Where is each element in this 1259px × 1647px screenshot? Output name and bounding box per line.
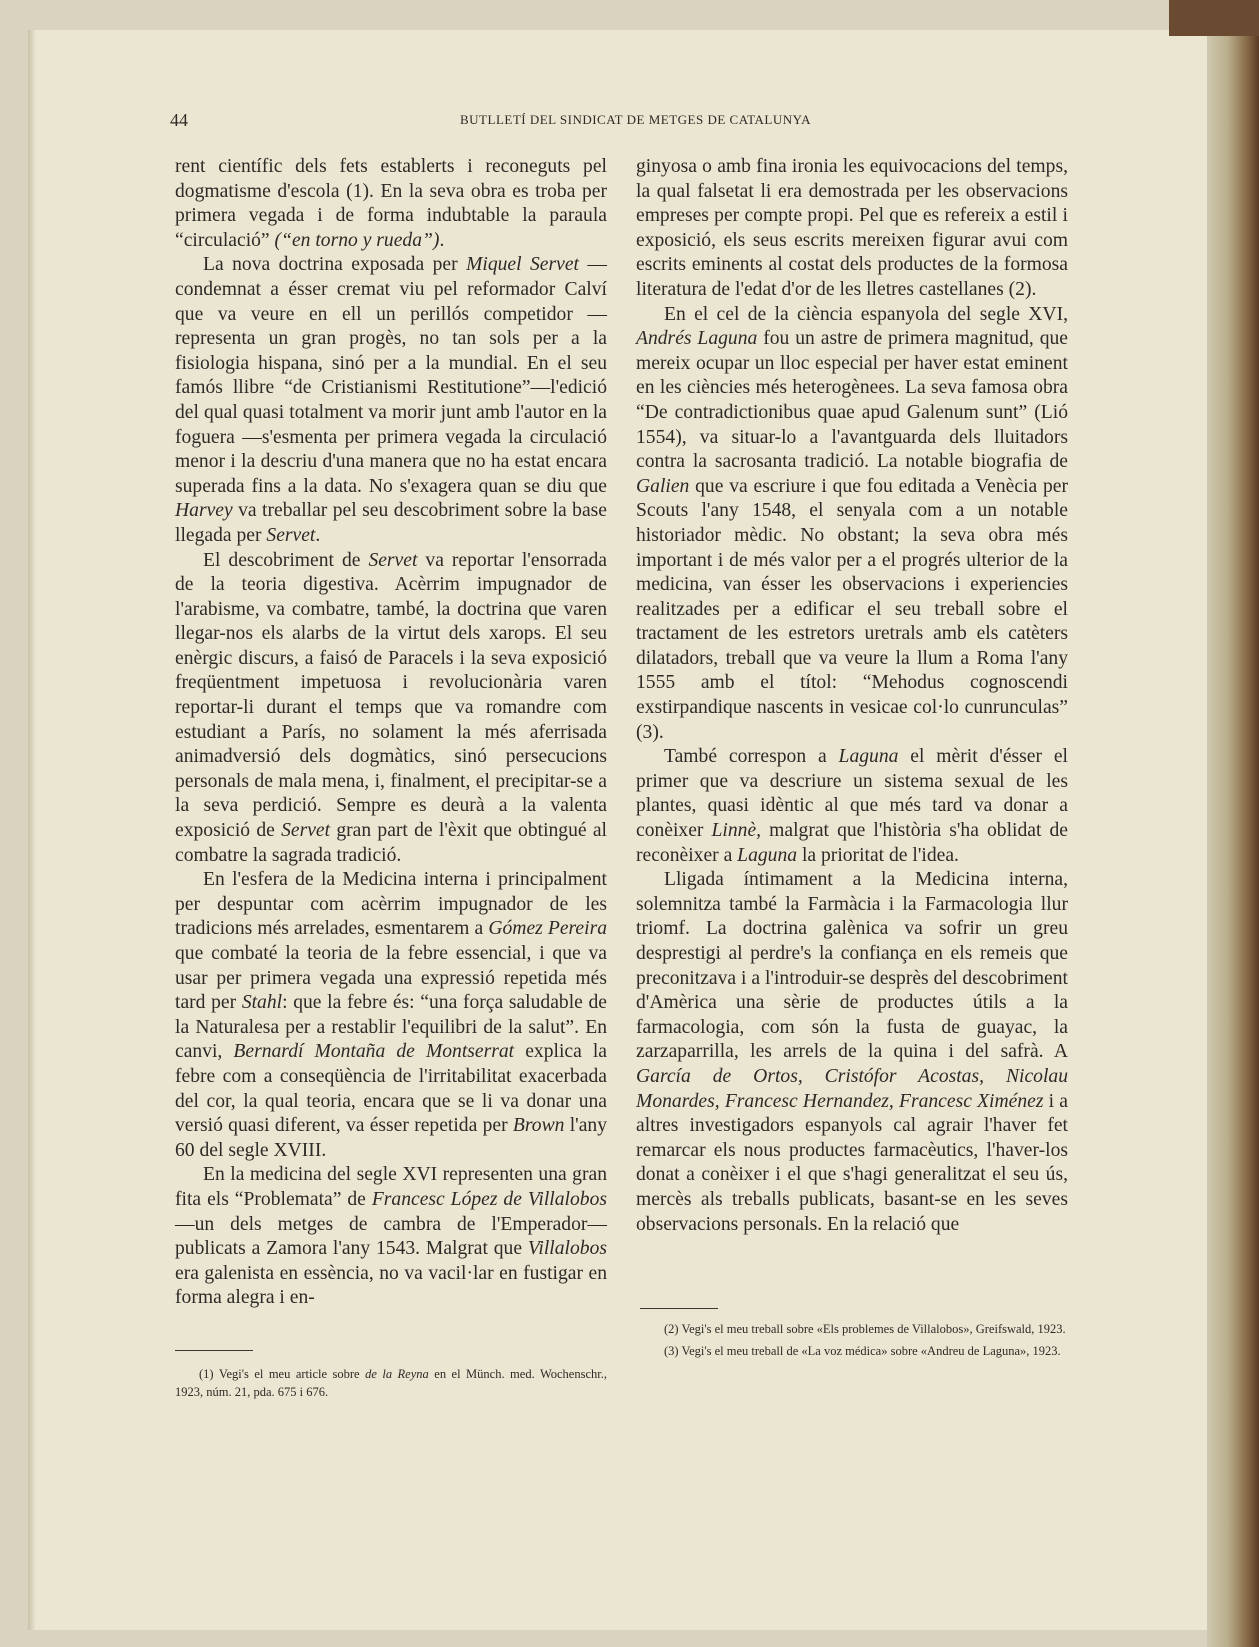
text-run: que va escriure i que fou editada a Venècia per Scouts l'any 1548, el senyala com a un notable historiador mèdic. No obstant; la seva obra més important i de més valor per a el progrés ulterior de la medicina, van ésser les observacions i experiencies realitzades per a edificar el seu treball sobre el tractament de les estretors uretrals amb els catèters dilatadors, treball que va veure la llum a Roma l'any 1555 amb el títol: “Mehodus cognoscendi exstirpandique nascents in vesicae col·lo cunrunculas” (3). (636, 475, 1068, 743)
text-run: En l'esfera de la Medicina interna i principalment per despuntar com acèrrim impugnador de les tradicions més arrelades, esmentarem a (175, 869, 607, 940)
text-run: Lligada íntimament a la Medicina interna, solemnitza també la Farmàcia i la Farmacologia llur triomf. La doctrina galènica va sofrir un greu desprestigi al perdre's la confiança en els remeis que preconitzava i a l'introduir-se desprès del descobriment d'Amèrica una sèrie de productes útils a la farmacologia, com són la fusta de guayac, la zarzaparrilla, les arrels de la quina i del safrà. A (636, 869, 1068, 1063)
left-column (175, 155, 607, 1311)
paragraph (636, 868, 1068, 1237)
paragraph (175, 155, 607, 253)
footnote-rule (175, 1350, 253, 1351)
person-name: Servet (281, 820, 331, 842)
person-name: Linnè, (711, 820, 762, 842)
text-run: gran part de l'èxit que obtingué al combatre la sagrada tradició. (175, 820, 607, 866)
text-run: (1) Vegi's el meu article sobre (199, 1367, 366, 1381)
person-names: García de Ortos, Cristófor Acostas, Nicolau Monardes, Francesc Hernandez, Francesc Ximénez (636, 1065, 1068, 1112)
text-run: . (439, 229, 445, 251)
text-run: : que la febre és: “una força saludable de la Naturalesa per a restablir l'equilibri de la salut”. En canvi, (175, 992, 607, 1063)
footnote: (3) Vegi's el meu treball de «La voz médica» sobre «Andreu de Laguna», 1923. (664, 1344, 1061, 1358)
person-name: Servet (368, 549, 418, 571)
text-run: va treballar pel seu descobriment sobre la base llegada per (175, 500, 607, 546)
person-name: Stahl (241, 992, 283, 1014)
paragraph (175, 868, 607, 1163)
text-run: En el cel de la ciència espanyola del segle XVI, (664, 303, 1068, 325)
text-run: — condemnat a ésser cremat viu pel reformador Calví que va veure en ell un perillós competidor — representa un gran progès, no tan sols per a la fisiologia hispana, sinó per a la mundial. En el seu famós llibre “de Cristianismi Restitutione”—l'edició del qual quasi totalment va morir junt amb l'autor en la foguera —s'esmenta per primera vegada la circulació menor i la descriu d'una manera que no ha estat encara superada fins a la data. No s'exagera quan se diu que (175, 254, 607, 497)
text-run: era galenista en essència, no va vacil·lar en fustigar en forma alegra i en- (175, 1262, 607, 1309)
text-run: que combaté la teoria de la febre essencial, i que va usar per primera vegada una expressió repetida més tard per (175, 943, 607, 1014)
paragraph (636, 155, 1068, 303)
page-number: 44 (170, 110, 188, 130)
person-name: Laguna (838, 746, 899, 768)
text-run: També correspon a (664, 746, 839, 768)
text-run: —un dels metges de cambra de l'Emperador—publicats a Zamora l'any 1543. Malgrat que (175, 1213, 607, 1260)
footnotes-left (175, 1365, 607, 1401)
person-name: Galien (636, 475, 690, 497)
person-name: Andrés Laguna (636, 328, 758, 350)
book-spine (1207, 0, 1259, 1647)
paragraph (175, 253, 607, 548)
person-name: Villalobos (527, 1238, 607, 1260)
footnote-rule (640, 1308, 718, 1309)
person-name: Bernardí Montaña de Montserrat (233, 1041, 515, 1063)
text-run: La nova doctrina exposada per (203, 254, 467, 276)
text-run: . (315, 524, 321, 546)
text-run: explica la febre com a conseqüència de l'irritabilitat exacerbada del cor, la qual teoria, encara que se li va donar una versió quasi diferent, va ésser repetida per (175, 1041, 608, 1137)
text-run: en el Münch. med. Wochenschr., 1923, núm. 21, pda. 675 i 676. (175, 1367, 607, 1399)
text-run: ginyosa o amb fina ironia les equivocacions del temps, la qual falsetat li era demostrada per les observacions empreses per compte propi. Pel que es refereix a estil i exposició, els seus escrits mereixen figurar avui com escrits eminents al costat dels productes de la formosa literatura de l'edat d'or de les lletres castellanes (2). (636, 156, 1068, 300)
person-name: Miquel Servet (466, 254, 579, 276)
book-spine-cap (1169, 0, 1259, 36)
text-run: va reportar l'ensorrada de la teoria digestiva. Acèrrim impugnador de l'arabisme, va combatre, també, la doctrina que varen llegar-nos els alarbs de la virtut dels xarops. El seu enèrgic discurs, a faisó de Paracels i la seva exposició freqüentment impetuosa i revolucionària varen reportar-li durant el temps que va romandre com estudiant a París, no solament la més aferrisada animadversió dels dogmàtics, sinó persecucions personals de mala mena, i, finalment, el precipitar-se a la seva perdició. Sempre es deurà a la valenta exposició de (175, 549, 607, 842)
person-name: Brown (512, 1115, 565, 1137)
person-name: Laguna (737, 844, 798, 866)
italic-text: (“en torno y rueda”) (274, 229, 440, 251)
person-name: Servet (266, 524, 316, 546)
text-run: En la medicina del segle XVI representen una gran fita els “Problemata” de (175, 1164, 607, 1210)
footnote: (2) Vegi's el meu treball sobre «Els problemes de Villalobos», Greifswald, 1923. (664, 1322, 1066, 1336)
paragraph (636, 745, 1068, 868)
text-run: i a altres investigadors espanyols cal agrair l'haver fet remarcar els nous productes farmacèutics, l'haver-los donat a conèixer i el que s'hagi generalitzat el seu ús, mercès als treballs publicats, basant-se en les seves observacions personals. En la relació que (636, 1090, 1068, 1235)
person-name: Francesc López de Villalobos (371, 1188, 607, 1210)
text-run: El descobriment de (203, 549, 369, 571)
text-run: l'any 60 del segle XVIII. (175, 1115, 607, 1161)
footnote (175, 1365, 607, 1401)
paragraph (175, 549, 607, 869)
text-run: fou un astre de primera magnitud, que mereix ocupar un lloc especial per haver estat eminent en les ciències més heterogènees. La seva famosa obra “De contradictionibus quae apud Galenum sunt” (Lió 1554), va situar-lo a l'avantguarda dels lluitadors contra la sacrosanta tradició. La notable biografia de (636, 328, 1069, 473)
text-run: el mèrit d'ésser el primer que va descriure un sistema sexual de les plantes, quasi idèntic al que més tard va donar a conèixer (636, 746, 1068, 842)
text-run: la prioritat de l'idea. (797, 844, 959, 866)
italic-text: de la Reyna (365, 1367, 429, 1381)
person-name: Harvey (175, 500, 233, 522)
text-run: malgrat que l'història s'ha oblidat de reconèixer a (636, 820, 1068, 866)
person-name: Gómez Pereira (488, 918, 607, 940)
running-title: BUTLLETÍ DEL SINDICAT DE METGES DE CATALUNYA (460, 112, 811, 127)
page-header (170, 110, 1130, 134)
page-edge-shadow (28, 30, 36, 1630)
paragraph (175, 1163, 607, 1311)
right-column (636, 155, 1068, 1237)
footnotes-right (640, 1320, 1072, 1360)
paragraph (636, 303, 1068, 746)
text-run: rent científic dels fets establerts i reconeguts pel dogmatisme d'escola (1). En la seva obra es troba per primera vegada i de forma indubtable la paraula “circulació” (175, 156, 607, 251)
